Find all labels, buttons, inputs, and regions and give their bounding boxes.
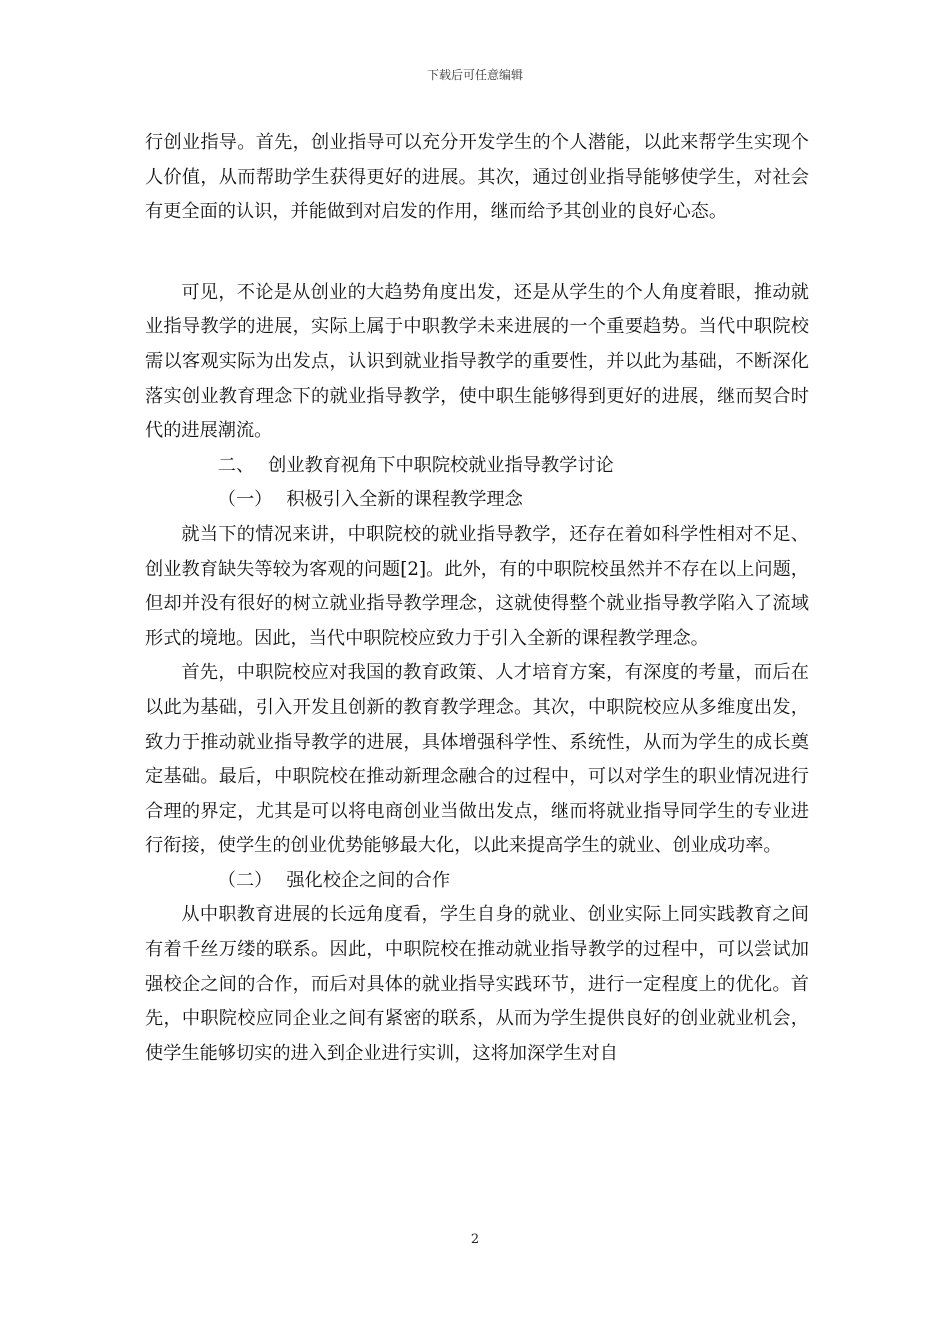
document-body [145, 126, 809, 1071]
paragraph-gap [145, 230, 809, 276]
paragraph-2: 可见，不论是从创业的大趋势角度出发，还是从学生的个人角度着眼，推动就业指导教学的进展，实际上属于中职教学未来进展的一个重要趋势。当代中职院校需以客观实际为出发点，认识到就业指导教学的重要性，并以此为基础，不断深化落实创业教育理念下的就业指导教学，使中职生能够得到更好的进展，继而契合时代的进展潮流。 [145, 281, 809, 442]
section-heading [145, 449, 809, 484]
page-header: 下载后可任意编辑 [426, 68, 523, 82]
subsection-number-1: （一） [217, 489, 273, 511]
paragraph-1: 行创业指导。首先，创业指导可以充分开发学生的个人潜能，以此来帮学生实现个人价值，从而帮助学生获得更好的进展。其次，通过创业指导能够使学生，对社会有更全面的认识，并能做到对启发的作用，继而给予其创业的良好心态。 [145, 132, 809, 223]
page-number: 2 [470, 1232, 480, 1247]
subsection-heading-2 [145, 864, 809, 899]
section-title: 创业教育视角下中职院校就业指导教学讨论 [268, 454, 614, 476]
section-number: 二、 [217, 454, 255, 476]
paragraph-4: 首先，中职院校应对我国的教育政策、人才培育方案，有深度的考量，而后在以此为基础，引入开发且创新的教育教学理念。其次，中职院校应从多维度出发，致力于推动就业指导教学的进展，具体增强科学性、系统性，从而为学生的成长奠定基础。最后，中职院校在推动新理念融合的过程中，可以对学生的职业情况进行合理的界定，尤其是可以将电商创业当做出发点，继而将就业指导同学生的专业进行衔接，使学生的创业优势能够最大化，以此来提高学生的就业、创业成功率。 [145, 662, 809, 857]
subsection-heading-1 [145, 483, 809, 518]
paragraph-3: 就当下的情况来讲，中职院校的就业指导教学，还存在着如科学性相对不足、创业教育缺失等较为客观的问题[2]。此外，有的中职院校虽然并不存在以上问题，但却并没有很好的树立就业指导教学理念，这就使得整个就业指导教学陷入了流域形式的境地。因此，当代中职院校应致力于引入全新的课程教学理念。 [145, 523, 809, 649]
paragraph-5: 从中职教育进展的长远角度看，学生自身的就业、创业实际上同实践教育之间有着千丝万缕的联系。因此，中职院校在推动就业指导教学的过程中，可以尝试加强校企之间的合作，而后对具体的就业指导实践环节，进行一定程度上的优化。首先，中职院校应同企业之间有紧密的联系，从而为学生提供良好的创业就业机会，使学生能够切实的进入到企业进行实训，这将加深学生对自 [145, 904, 809, 1064]
subsection-number-2: （二） [217, 869, 273, 891]
subsection-title-1: 积极引入全新的课程教学理念 [286, 489, 523, 511]
subsection-title-2: 强化校企之间的合作 [286, 869, 451, 891]
